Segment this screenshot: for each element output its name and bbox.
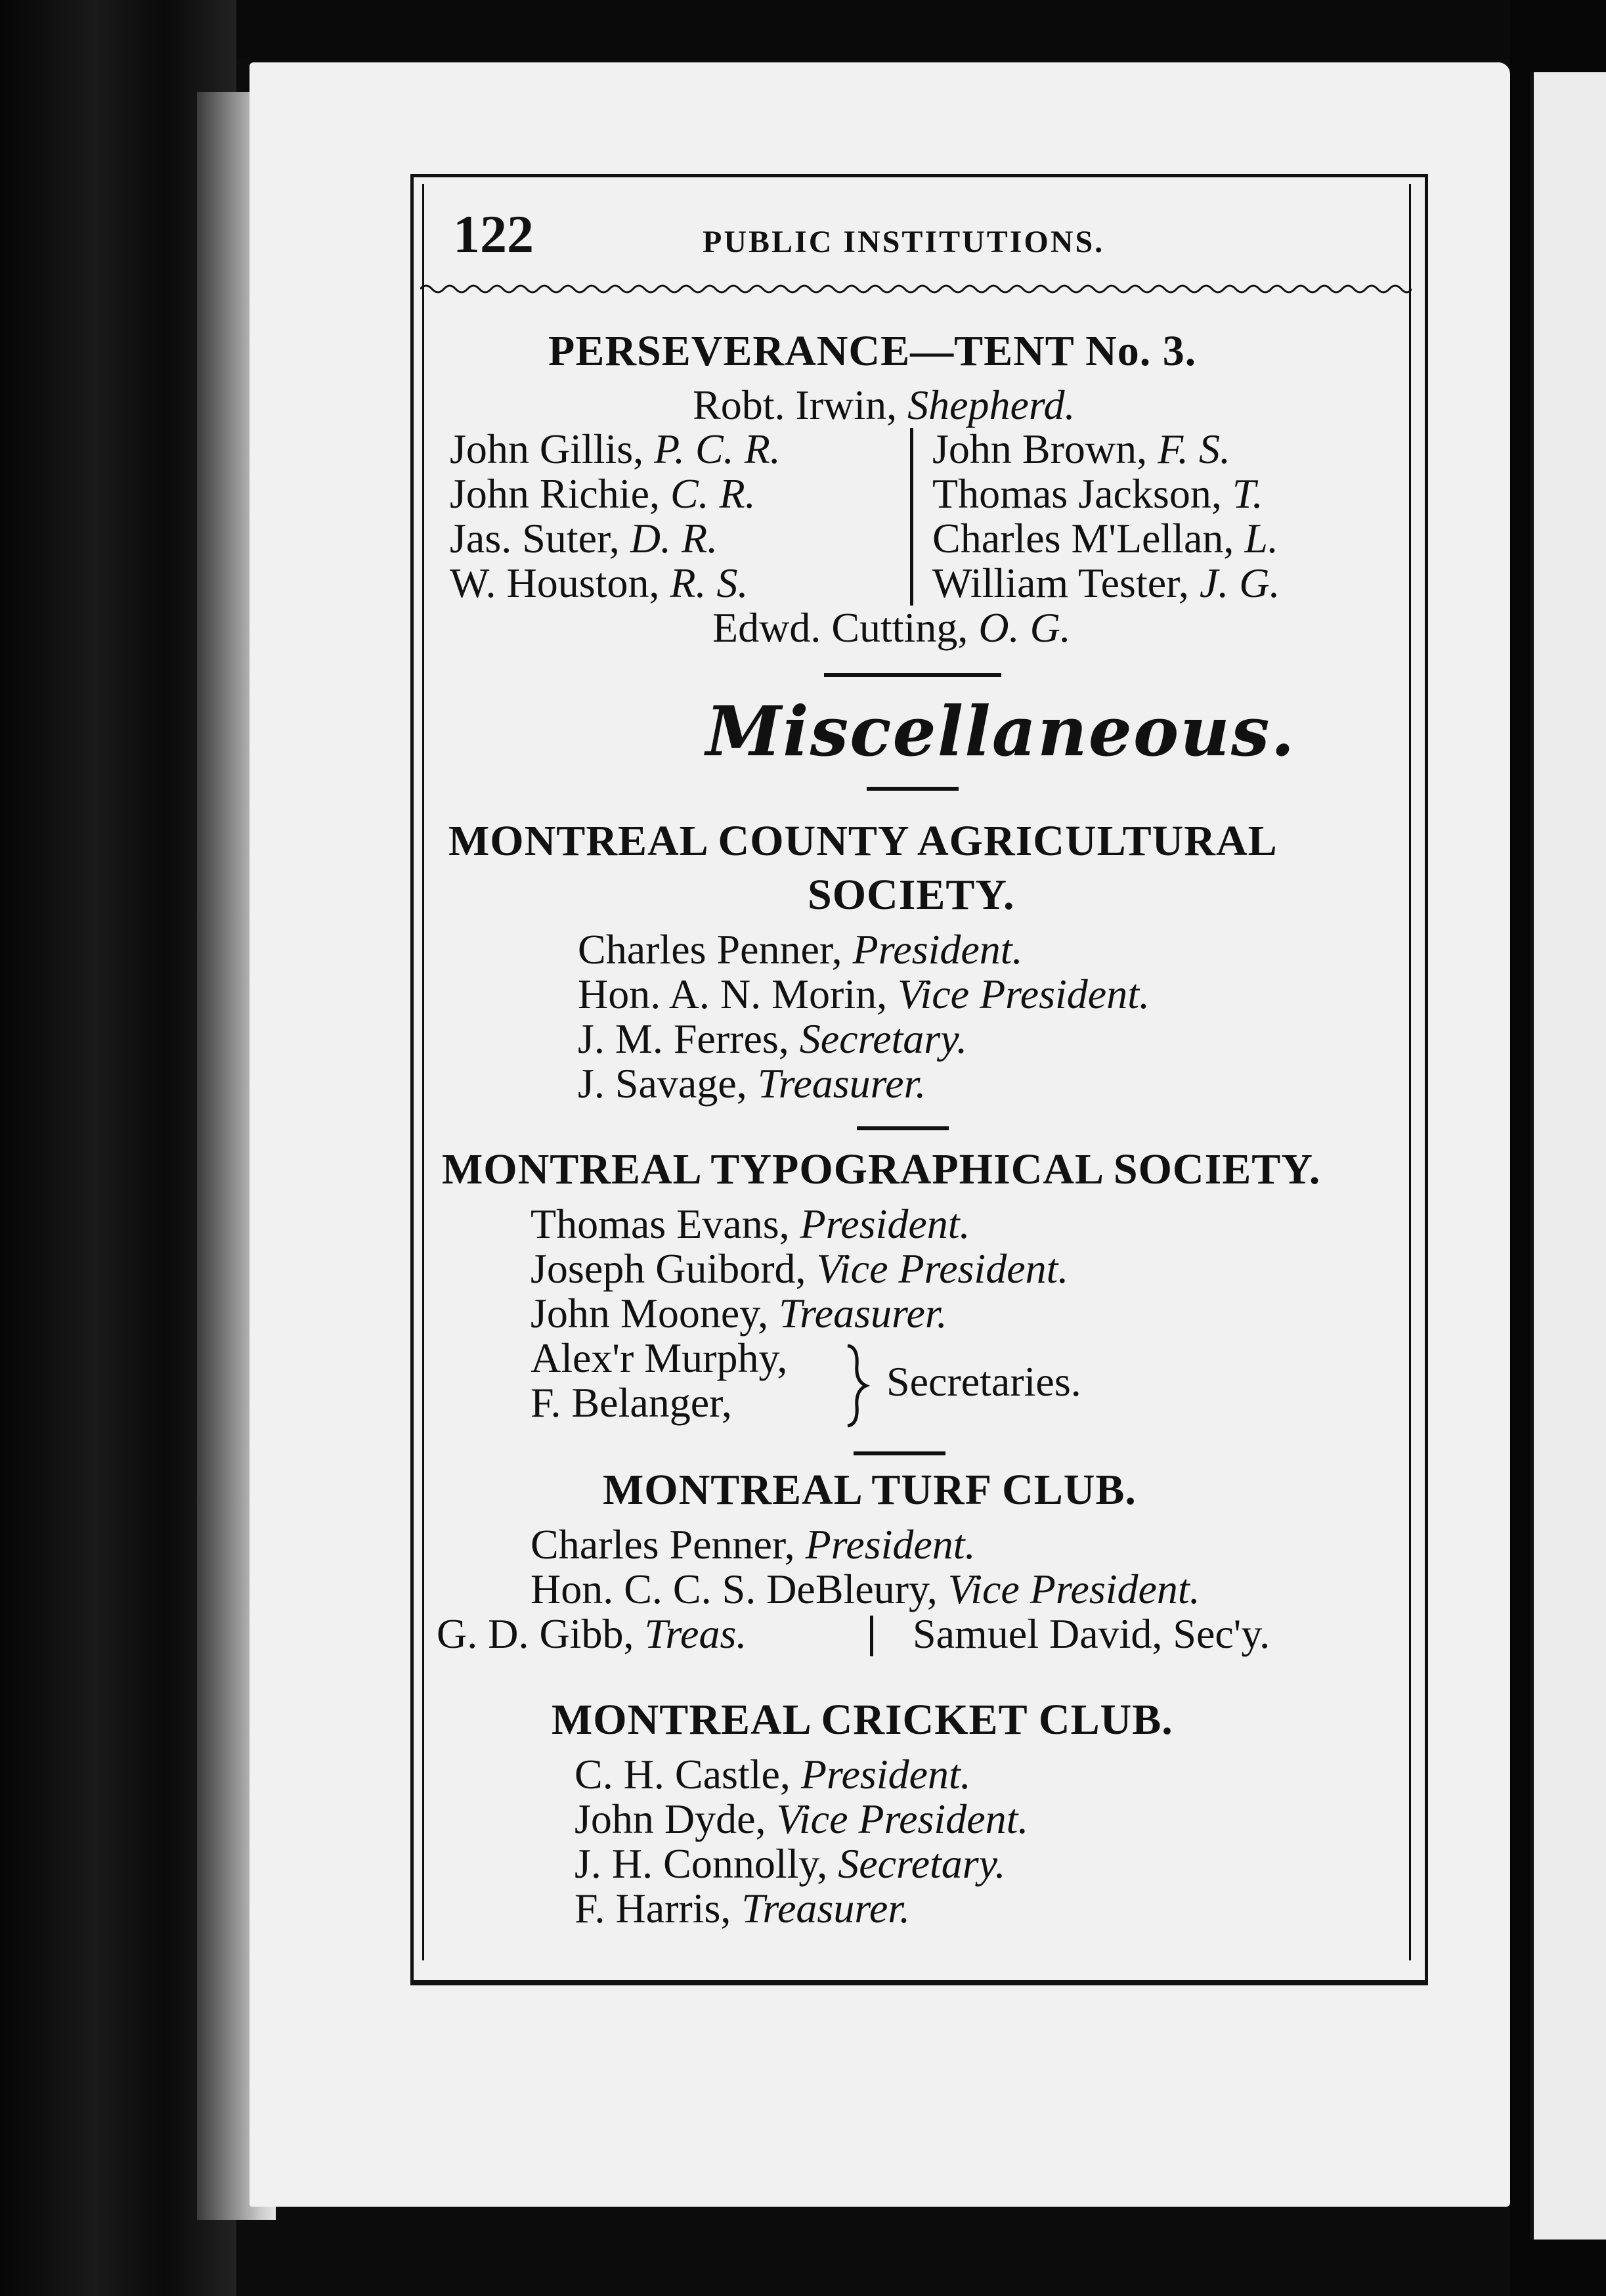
member-role: D. R. [630, 515, 718, 562]
member-name: William Tester, [932, 560, 1189, 606]
member-role: President. [800, 1751, 971, 1798]
cricket-member [575, 1885, 911, 1932]
turf-treasurer [437, 1610, 747, 1657]
cricket-member [575, 1751, 971, 1798]
typographical-member [531, 1203, 970, 1245]
member-name: John Mooney, [531, 1290, 769, 1336]
background-top [0, 0, 1606, 59]
member-role: Treasurer. [757, 1060, 926, 1107]
member-role: Treasurer. [779, 1290, 947, 1336]
tent-right-member [932, 515, 1278, 562]
member-name: Charles M'Lellan, [932, 515, 1234, 562]
page-border-bottom-rule [410, 1983, 1428, 1985]
member-role: F. S. [1158, 426, 1230, 472]
page-number: 122 [453, 204, 534, 264]
tent-left-member [450, 428, 781, 470]
member-name: Hon. C. C. S. DeBleury, [531, 1566, 938, 1612]
member-role: President. [852, 926, 1023, 973]
turf-title: MONTREAL TURF CLUB. [603, 1466, 1137, 1514]
member-name: F. Harris, [575, 1885, 731, 1932]
member-role: Vice President. [776, 1796, 1029, 1842]
cricket-member [575, 1798, 1028, 1840]
member-name: J. M. Ferres, [578, 1015, 789, 1062]
turf-secretary: Samuel David, Sec'y. [913, 1610, 1270, 1657]
column-divider [870, 1616, 873, 1656]
member-name: Joseph Guibord, [531, 1245, 806, 1292]
member-role: J. G. [1199, 560, 1280, 606]
member-role: C. R. [670, 470, 756, 517]
member-name: Jas. Suter, [450, 515, 620, 562]
member-role: Shepherd. [907, 382, 1075, 428]
section-rule [824, 673, 1001, 677]
typographical-secretary: F. Belanger, [531, 1379, 732, 1426]
member-role: Secretary. [799, 1015, 968, 1062]
member-role: Treasurer. [741, 1885, 911, 1932]
member-role: Vice President. [947, 1566, 1200, 1612]
tent-left-member [450, 515, 718, 562]
agricultural-member [578, 926, 1023, 973]
turf-member [531, 1521, 976, 1568]
member-name: Edwd. Cutting, [712, 604, 968, 651]
cricket-member [575, 1840, 1006, 1887]
typographical-member [531, 1292, 947, 1335]
member-name: Charles Penner, [531, 1521, 795, 1568]
agricultural-title-line2: SOCIETY. [808, 871, 1015, 919]
wavy-rule [420, 281, 1412, 297]
member-role: President. [805, 1521, 976, 1568]
member-role: T. [1232, 470, 1263, 517]
tent-footer-member [712, 604, 1071, 651]
agricultural-member [578, 1060, 926, 1107]
member-role: R. S. [670, 560, 749, 606]
tent-right-member [932, 470, 1263, 517]
secretaries-brace-icon [844, 1343, 870, 1428]
tent-left-member [450, 562, 749, 604]
member-name: J. Savage, [578, 1060, 747, 1107]
member-name: John Richie, [450, 470, 660, 517]
member-name: Robt. Irwin, [693, 382, 898, 428]
section-title: Miscellaneous. [706, 691, 1296, 772]
member-role: Vice President. [898, 971, 1150, 1017]
section-rule [857, 1126, 949, 1130]
tent-title: PERSEVERANCE—TENT No. 3. [548, 327, 1197, 375]
tent-right-member [932, 562, 1280, 604]
member-role: O. G. [978, 604, 1071, 651]
member-name: Hon. A. N. Morin, [578, 971, 888, 1017]
agricultural-member [578, 973, 1150, 1015]
secretaries-label: Secretaries. [886, 1358, 1081, 1405]
member-name: W. Houston, [450, 560, 660, 606]
running-title: PUBLIC INSTITUTIONS. [703, 225, 1105, 259]
tent-shepherd [693, 384, 1075, 426]
section-rule [854, 1451, 945, 1455]
column-divider [910, 428, 913, 606]
member-name: G. D. Gibb, [437, 1610, 634, 1657]
tent-left-member [450, 470, 756, 517]
typographical-secretary: Alex'r Murphy, [531, 1335, 788, 1381]
member-role: P. C. R. [654, 426, 781, 472]
member-role: Secretary. [838, 1840, 1006, 1887]
facing-page-edge [1530, 72, 1606, 2240]
cricket-title: MONTREAL CRICKET CLUB. [552, 1696, 1173, 1744]
member-role: Treas. [644, 1610, 747, 1657]
typographical-member [531, 1245, 1069, 1292]
turf-member [531, 1568, 1200, 1610]
member-name: John Gillis, [450, 426, 644, 472]
member-name: Thomas Jackson, [932, 470, 1222, 517]
member-role: President. [800, 1201, 970, 1247]
member-role: L. [1244, 515, 1278, 562]
member-name: J. H. Connolly, [575, 1840, 828, 1887]
member-name: Charles Penner, [578, 926, 842, 973]
typographical-title: MONTREAL TYPOGRAPHICAL SOCIETY. [442, 1145, 1321, 1193]
member-role: Vice President. [816, 1245, 1069, 1292]
tent-right-member [932, 428, 1230, 470]
member-name: Thomas Evans, [531, 1201, 790, 1247]
member-name: John Dyde, [575, 1796, 766, 1842]
member-name: John Brown, [932, 426, 1148, 472]
agricultural-member [578, 1015, 968, 1062]
section-rule [867, 787, 959, 791]
member-name: C. H. Castle, [575, 1751, 791, 1798]
agricultural-title-line1: MONTREAL COUNTY AGRICULTURAL [448, 817, 1278, 865]
